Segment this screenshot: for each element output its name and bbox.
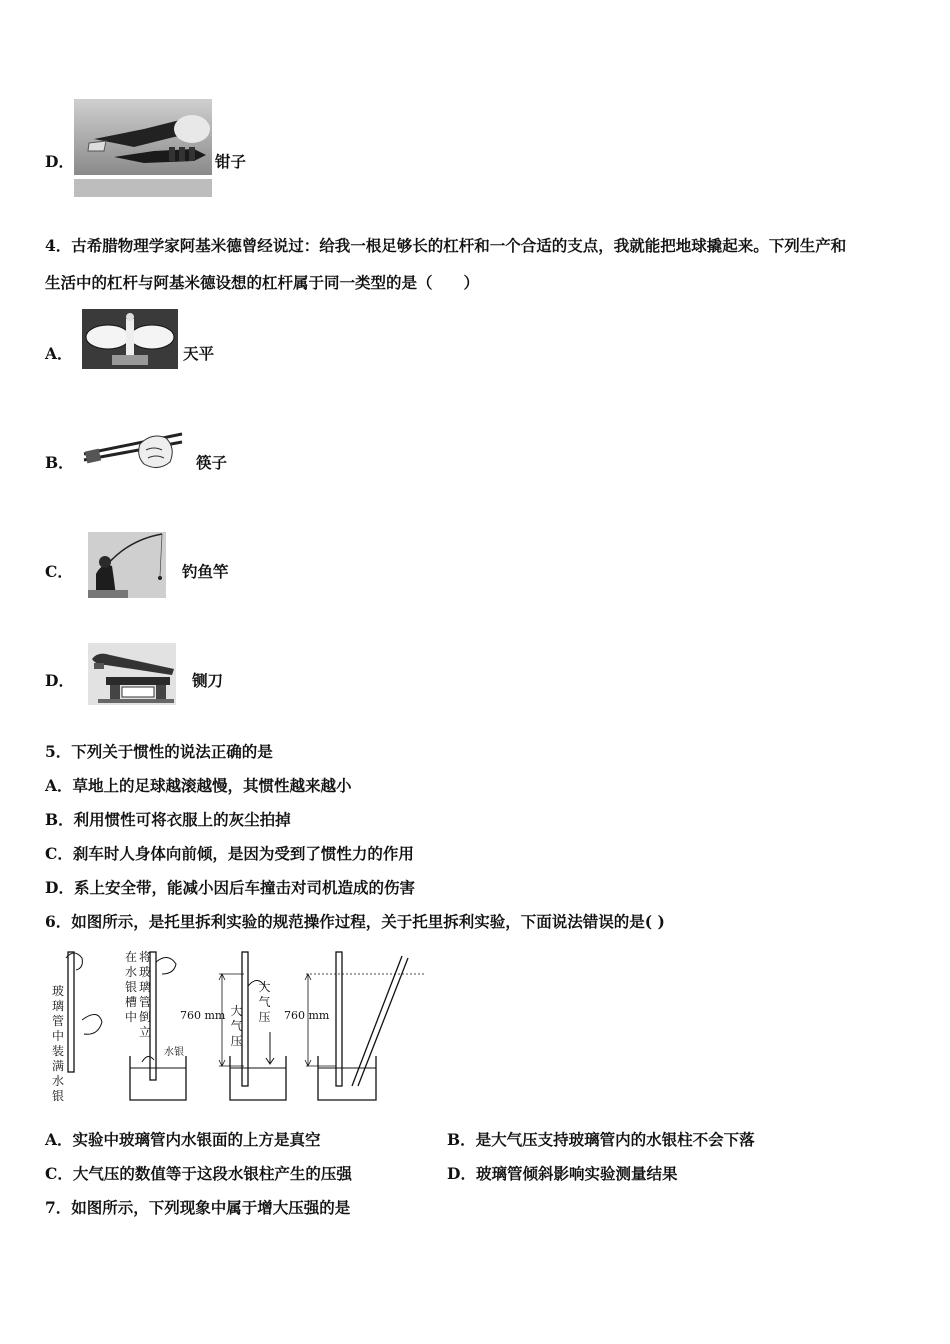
q5-option-c: C．刹车时人身体向前倾，是因为受到了惯性力的作用 (45, 844, 414, 863)
pliers-image (74, 99, 212, 197)
q6-option-c: C．大气压的数值等于这段水银柱产生的压强 (45, 1164, 352, 1183)
q4-option-a-text: 天平 (183, 344, 215, 363)
q5-option-b: B．利用惯性可将衣服上的灰尘拍掉 (45, 810, 291, 829)
q4-stem-line2: 生活中的杠杆与阿基米德设想的杠杆属于同一类型的是（ ） (45, 273, 480, 292)
q5-stem: 5．下列关于惯性的说法正确的是 (45, 742, 273, 761)
q4-option-a-letter: A． (45, 344, 73, 363)
q3-option-d-letter: D． (45, 152, 74, 171)
pressure-label-2: 大气压 (258, 980, 271, 1024)
guillotine-cutter-image (88, 643, 176, 705)
q6-option-b: B．是大气压支持玻璃管内的水银柱不会下落 (447, 1130, 755, 1149)
chopsticks-image (80, 424, 184, 476)
q4-option-d-letter: D． (45, 671, 74, 690)
q3-option-d-text: 钳子 (215, 152, 247, 171)
q4-option-b-letter: B． (45, 453, 74, 472)
invert-label-b: 将玻璃管倒立 (138, 950, 151, 1039)
balance-scale-image (82, 309, 178, 369)
q6-stem: 6．如图所示，是托里拆利实验的规范操作过程，关于托里拆利实验，下面说法错误的是( ) (45, 912, 665, 931)
height-label-2: 760 mm (284, 1009, 330, 1022)
q4-stem-line1: 4．古希腊物理学家阿基米德曾经说过：给我一根足够长的杠杆和一个合适的支点，我就能把地球撬起来。下列生产和 (45, 236, 847, 255)
q4-option-b-text: 筷子 (196, 453, 228, 472)
invert-label-a: 在水银槽中 (124, 950, 137, 1024)
torricelli-experiment-figure (44, 944, 430, 1112)
pressure-label-1: 大气压 (230, 1004, 243, 1048)
q4-option-c-text: 钓鱼竿 (182, 562, 229, 581)
q5-option-d: D．系上安全带，能减小因后车撞击对司机造成的伤害 (45, 878, 415, 897)
q7-stem: 7．如图所示，下列现象中属于增大压强的是 (45, 1198, 351, 1217)
fill-tube-label: 玻璃管中装满水银 (51, 984, 64, 1103)
q4-option-d-text: 铡刀 (192, 671, 224, 690)
fishing-rod-image (88, 532, 166, 598)
q6-option-d: D．玻璃管倾斜影响实验测量结果 (447, 1164, 678, 1183)
q5-option-a: A．草地上的足球越滚越慢，其惯性越来越小 (45, 776, 352, 795)
q4-option-c-letter: C． (45, 562, 73, 581)
height-label-1: 760 mm (180, 1009, 226, 1022)
mercury-label: 水银 (164, 1047, 184, 1058)
q6-option-a: A．实验中玻璃管内水银面的上方是真空 (45, 1130, 321, 1149)
